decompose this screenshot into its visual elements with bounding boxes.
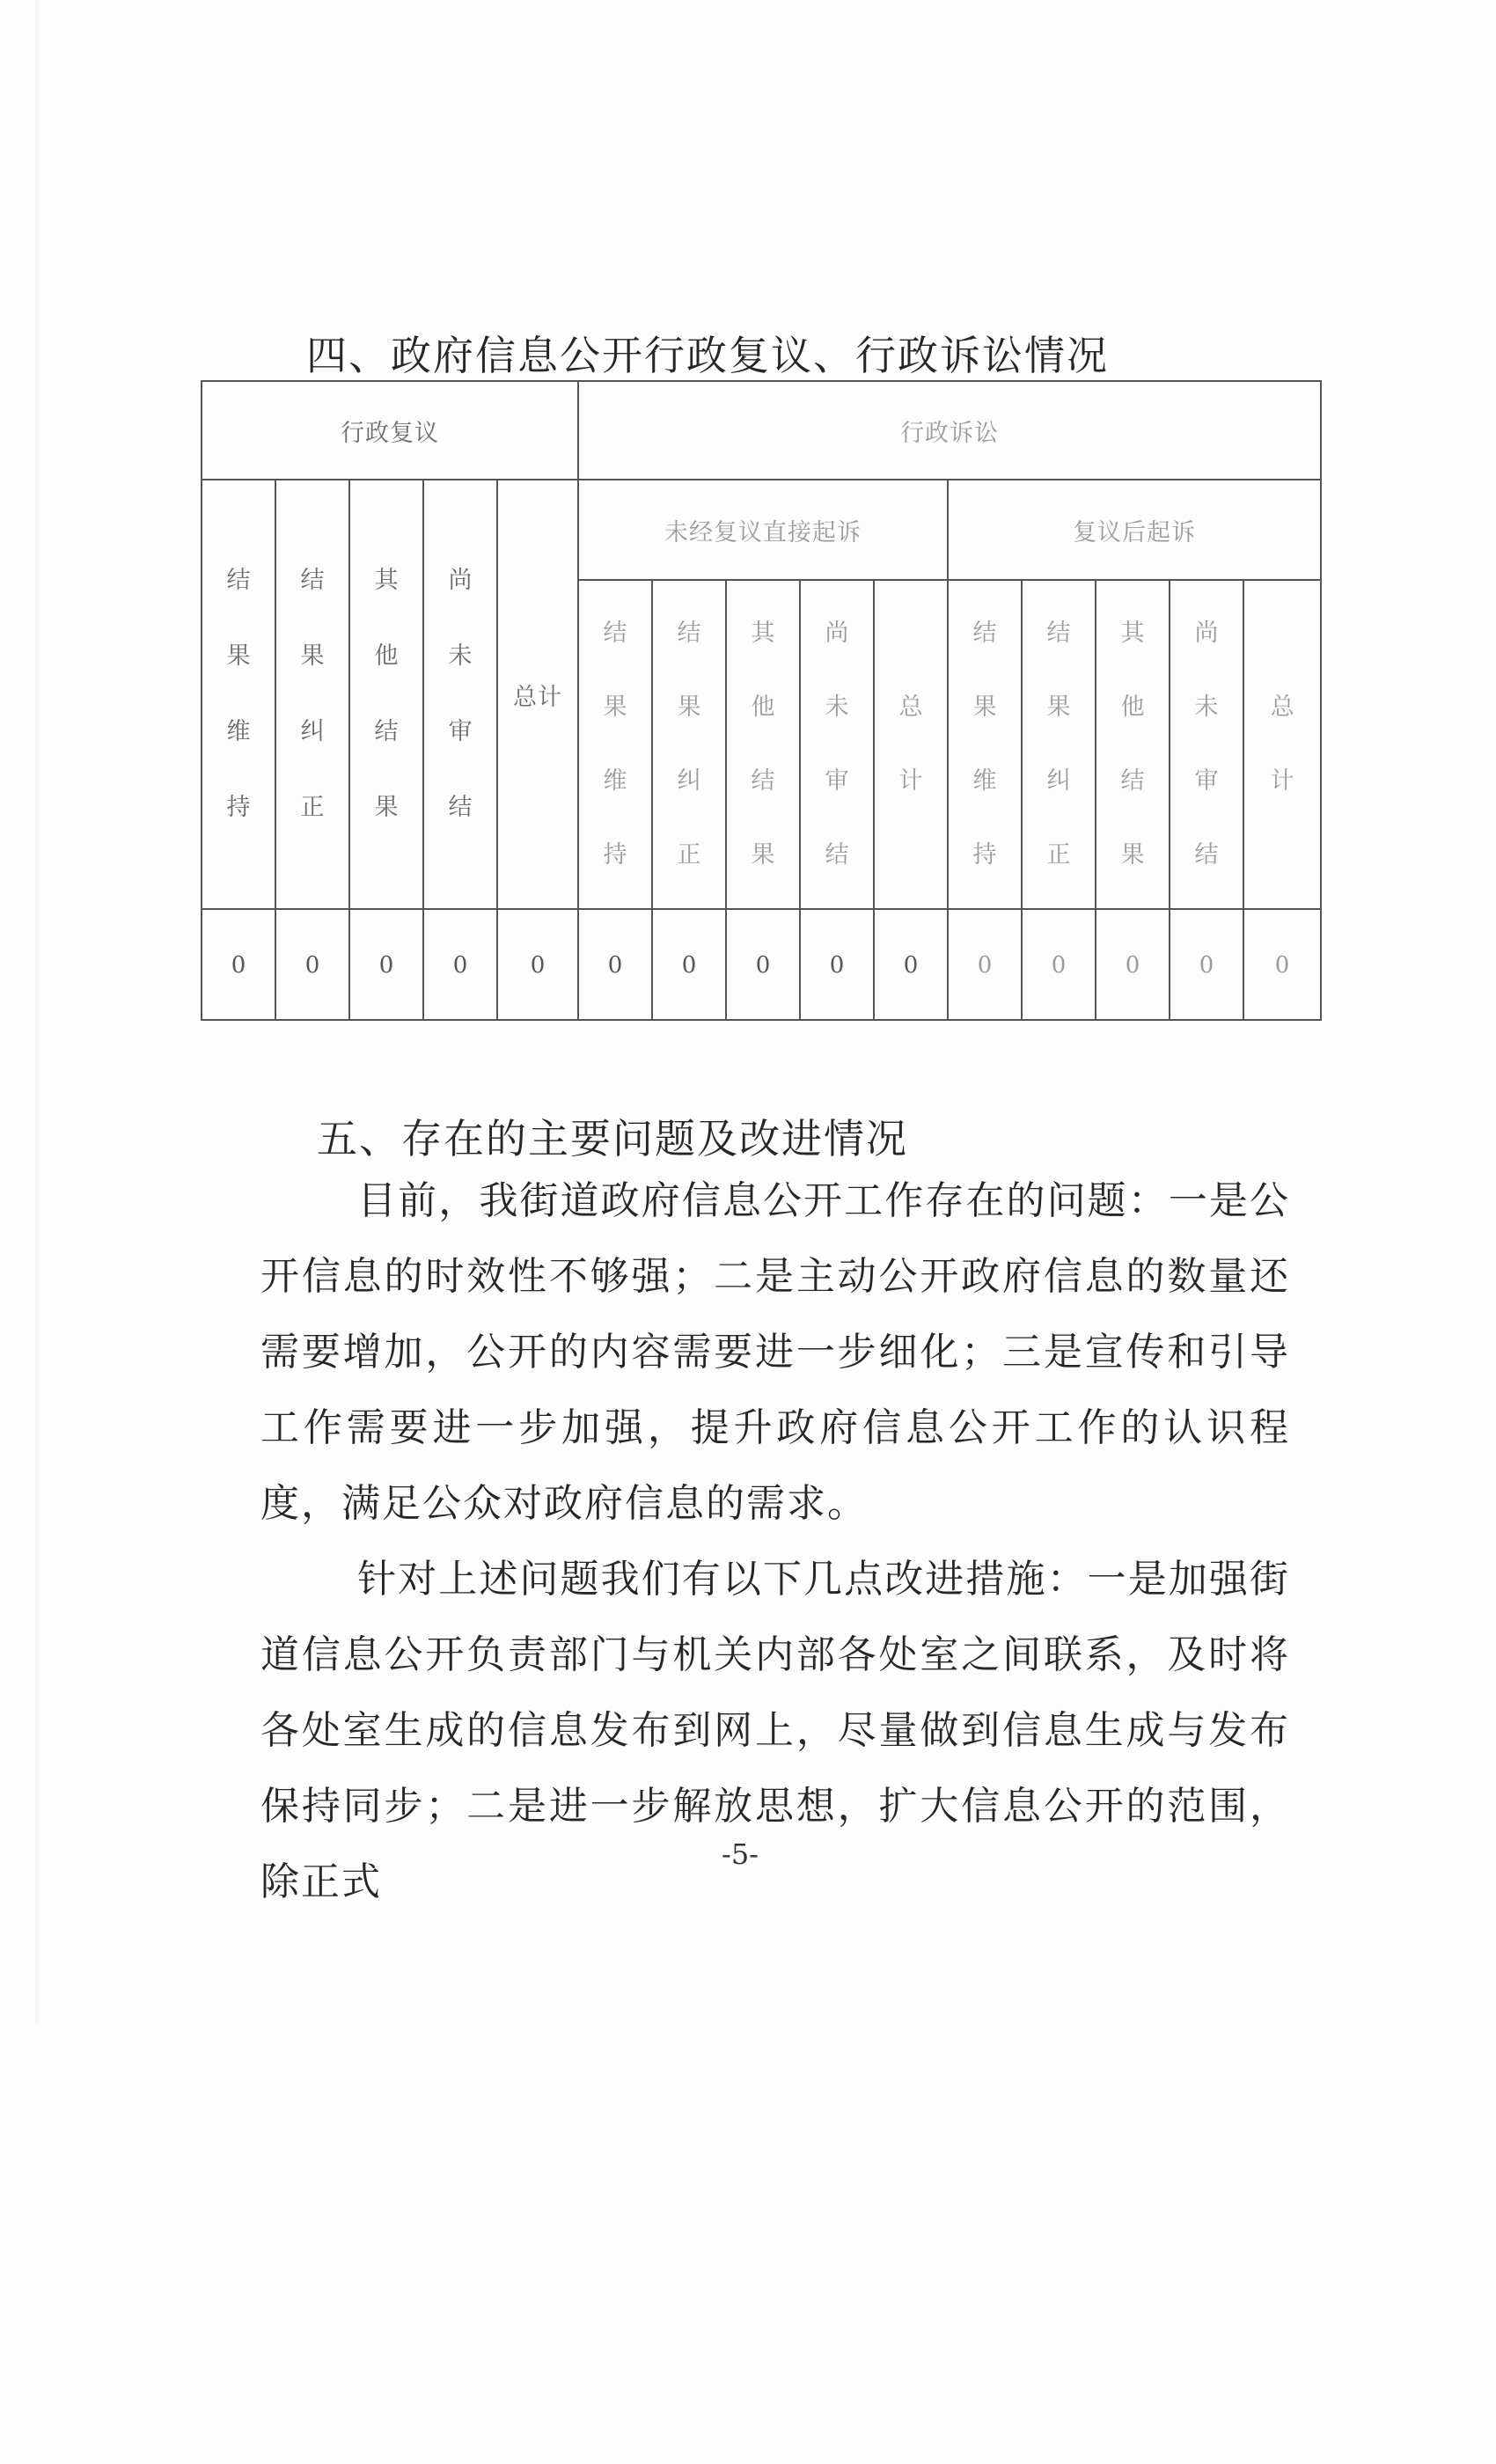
cell-value: 0 — [755, 951, 771, 979]
col-label: 尚未审结 — [448, 567, 473, 821]
col-label: 其他结果 — [1120, 620, 1145, 869]
header-admin-review — [202, 381, 578, 480]
col-label: 总计 — [898, 693, 923, 795]
after-col-corrected — [1022, 580, 1096, 909]
table-cell — [423, 909, 497, 1020]
improvements-paragraph — [260, 1542, 1290, 1920]
after-col-upheld — [948, 580, 1022, 909]
problems-paragraph — [260, 1163, 1290, 1542]
problems-text: 目前，我街道政府信息公开工作存在的问题：一是公开信息的时效性不够强；二是主动公开政府信息的数量还需要增加，公开的内容需要进一步细化；三是宣传和引导工作需要进一步加强，提升政府信息公开工作的认识程度，满足公众对政府信息的需求。 — [260, 1178, 1290, 1526]
cell-value: 0 — [681, 951, 697, 979]
scan-edge-shadow — [35, 0, 40, 2024]
review-col-corrected — [275, 480, 349, 909]
review-col-other — [349, 480, 423, 909]
cell-value: 0 — [1274, 951, 1290, 979]
after-col-other — [1096, 580, 1170, 909]
direct-suit-label: 未经复议直接起诉 — [664, 518, 862, 546]
admin-review-label: 行政复议 — [341, 419, 439, 447]
header-admin-litigation — [578, 381, 1321, 480]
table-cell — [202, 909, 275, 1020]
table-cell — [652, 909, 726, 1020]
table-cell — [578, 909, 652, 1020]
admin-litigation-label: 行政诉讼 — [900, 419, 1000, 447]
direct-col-upheld — [578, 580, 652, 909]
col-label: 结果维持 — [226, 567, 251, 821]
direct-col-pending — [800, 580, 874, 909]
review-col-pending — [423, 480, 497, 909]
header-after-review-suit — [948, 480, 1321, 580]
table-cell — [1096, 909, 1170, 1020]
col-label: 结果纠正 — [677, 620, 701, 869]
col-label: 其他结果 — [374, 567, 399, 821]
table-cell — [1022, 909, 1096, 1020]
cell-value: 0 — [231, 951, 246, 979]
after-col-total — [1243, 580, 1321, 909]
col-label: 总计 — [513, 683, 562, 711]
col-label: 结果纠正 — [300, 567, 325, 821]
section-5-heading: 五、存在的主要问题及改进情况 — [317, 1115, 908, 1162]
cell-value: 0 — [1051, 951, 1067, 979]
direct-col-total — [874, 580, 948, 909]
table-cell — [275, 909, 349, 1020]
cell-value: 0 — [977, 951, 993, 979]
direct-col-other — [726, 580, 800, 909]
after-review-suit-label: 复议后起诉 — [1073, 518, 1197, 546]
cell-value: 0 — [452, 951, 468, 979]
table-header-row-1 — [202, 381, 1321, 480]
table-cell — [1170, 909, 1243, 1020]
page-number: -5- — [722, 1837, 759, 1871]
cell-value: 0 — [1199, 951, 1214, 979]
table-cell — [726, 909, 800, 1020]
after-col-pending — [1170, 580, 1243, 909]
table-cell — [948, 909, 1022, 1020]
cell-value: 0 — [607, 951, 623, 979]
cell-value: 0 — [903, 951, 919, 979]
col-label: 结果维持 — [603, 620, 627, 869]
cell-value: 0 — [378, 951, 394, 979]
table-data-row — [202, 909, 1321, 1020]
section-4-heading: 四、政府信息公开行政复议、行政诉讼情况 — [306, 332, 1109, 379]
table-cell — [1243, 909, 1321, 1020]
review-col-upheld — [202, 480, 275, 909]
header-direct-suit — [578, 480, 948, 580]
col-label: 结果维持 — [972, 620, 997, 869]
litigation-table-wrapper — [201, 380, 1315, 1019]
cell-value: 0 — [1125, 951, 1140, 979]
table-cell — [497, 909, 578, 1020]
col-label: 尚未审结 — [825, 620, 849, 869]
cell-value: 0 — [530, 951, 546, 979]
table-cell — [874, 909, 948, 1020]
table-cell — [800, 909, 874, 1020]
direct-col-corrected — [652, 580, 726, 909]
col-label: 结果纠正 — [1046, 620, 1071, 869]
review-litigation-table — [201, 380, 1322, 1021]
improvements-text: 针对上述问题我们有以下几点改进措施：一是加强街道信息公开负责部门与机关内部各处室之间联系，及时将各处室生成的信息发布到网上，尽量做到信息生成与发布保持同步；二是进一步解放思想，扩大信息公开的范围，除正式 — [260, 1557, 1290, 1904]
cell-value: 0 — [304, 951, 320, 979]
table-cell — [349, 909, 423, 1020]
col-label: 尚未审结 — [1194, 620, 1219, 869]
col-label: 总计 — [1270, 693, 1294, 795]
col-label: 其他结果 — [751, 620, 775, 869]
review-col-total — [497, 480, 578, 909]
cell-value: 0 — [829, 951, 845, 979]
table-header-row-2 — [202, 480, 1321, 580]
